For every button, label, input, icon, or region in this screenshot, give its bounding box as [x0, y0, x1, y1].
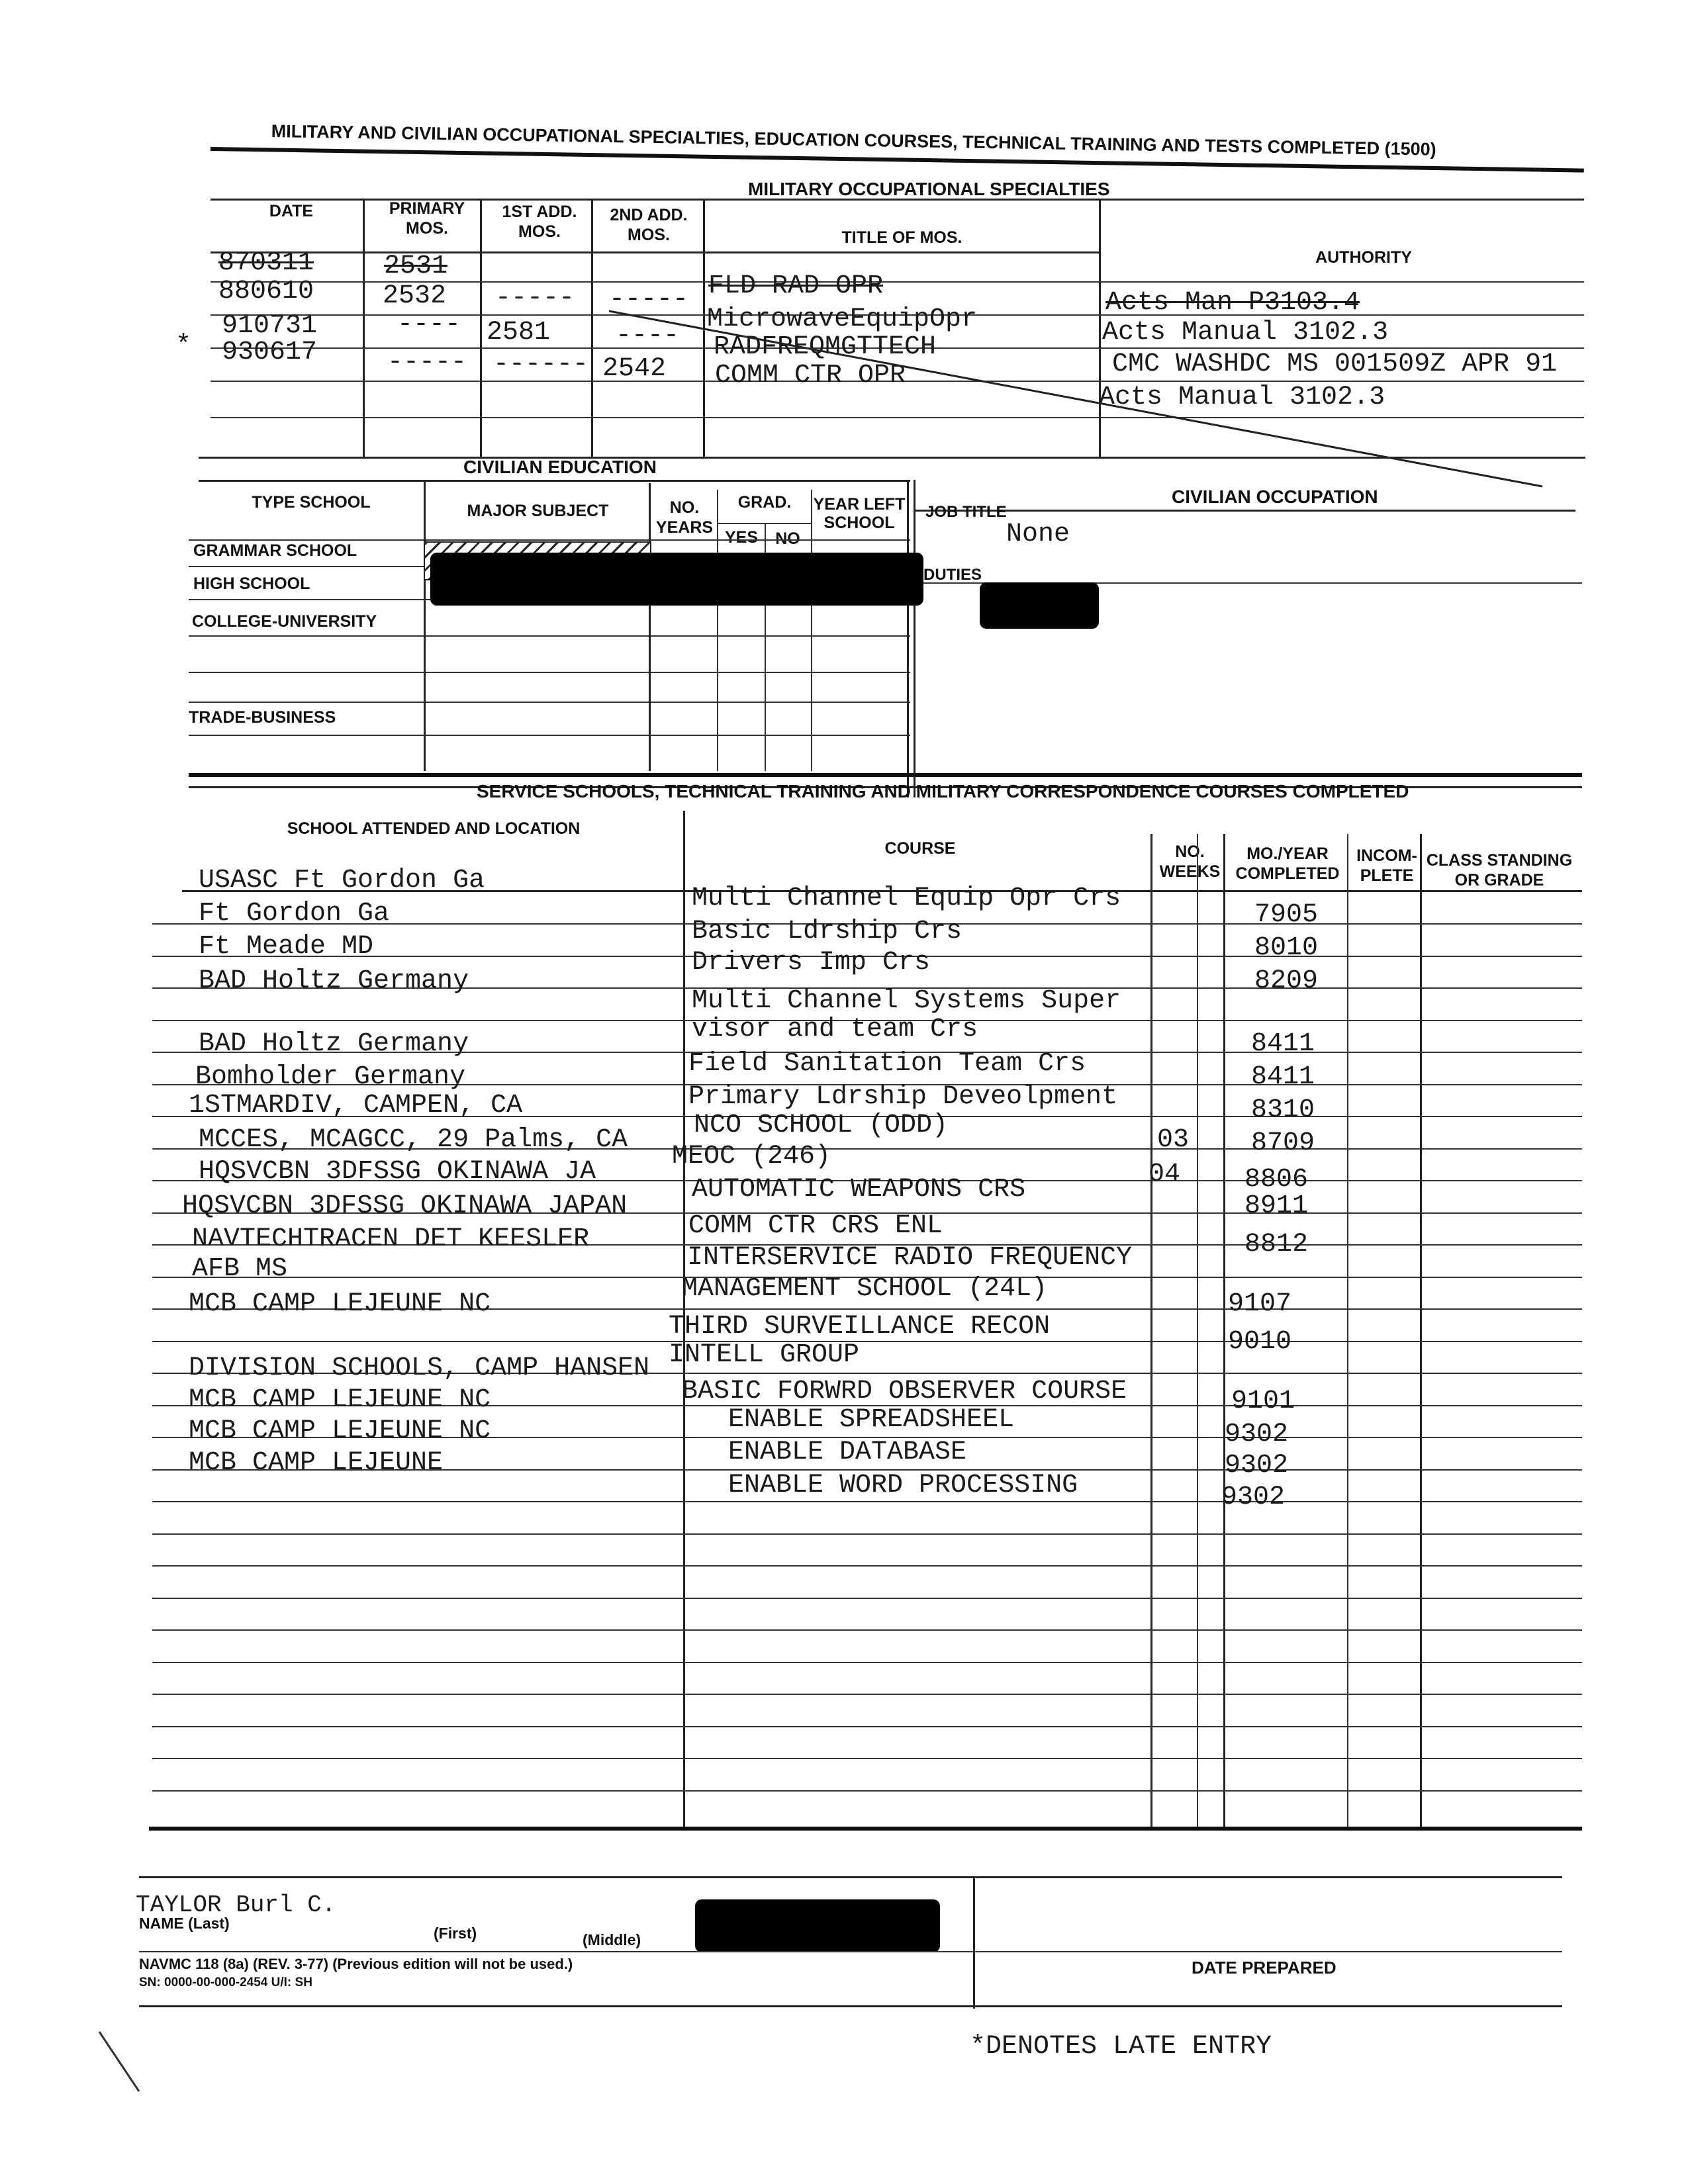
- table-row-line: [152, 1694, 1582, 1695]
- school-completed: 9010: [1228, 1327, 1292, 1357]
- schools-header-class-standing: CLASS STANDING OR GRADE: [1426, 851, 1573, 889]
- school-completed: 8310: [1251, 1095, 1315, 1125]
- school-course: visor and team Crs: [692, 1015, 978, 1044]
- mos-row-authority: Acts Man P3103.4: [1105, 288, 1360, 318]
- schools-header-course: COURSE: [884, 839, 956, 858]
- mos-row-date: 910731: [222, 311, 318, 341]
- school-completed: 9302: [1221, 1482, 1286, 1512]
- mos-row-primary: 2531: [384, 251, 448, 281]
- duties-label: DUTIES: [923, 566, 982, 584]
- school-completed: 8709: [1251, 1128, 1315, 1158]
- school-name: MCB CAMP LEJEUNE: [189, 1448, 444, 1478]
- mos-row-title: COMM CTR OPR: [715, 361, 906, 390]
- school-name: HQSVCBN 3DFSSG OKINAWA JA: [199, 1157, 596, 1187]
- school-completed: 8411: [1251, 1062, 1315, 1092]
- job-title-value: None: [1006, 520, 1070, 549]
- school-course: ENABLE DATABASE: [728, 1437, 967, 1467]
- school-name: MCB CAMP LEJEUNE NC: [189, 1385, 491, 1415]
- school-name: Bomholder Germany: [195, 1062, 466, 1092]
- civ-header-major-subject: MAJOR SUBJECT: [467, 502, 609, 520]
- redaction-block: [430, 553, 923, 606]
- table-row-line: [152, 1629, 1582, 1631]
- schools-header-weeks: NO. WEEKS: [1159, 842, 1221, 881]
- school-name: BAD Holtz Germany: [199, 1029, 469, 1059]
- table-row-line: [152, 1598, 1582, 1599]
- mos-row-title: RADFREQMGTTECH: [714, 332, 937, 362]
- mos-row-date: 870311: [218, 248, 314, 278]
- stray-mark: [93, 2025, 159, 2105]
- schools-header-incomplete: INCOM- PLETE: [1356, 846, 1417, 885]
- school-course: MEOC (246): [672, 1142, 831, 1171]
- civ-header-type-school: TYPE SCHOOL: [252, 493, 371, 512]
- civ-type-grammar: GRAMMAR SCHOOL: [193, 541, 357, 560]
- mos-header-title: TITLE OF MOS.: [841, 228, 962, 247]
- mos-row-title: FLD RAD OPR: [708, 271, 884, 301]
- diagonal-strike-mark: [0, 0, 1688, 529]
- mos-header-date: DATE: [269, 202, 314, 220]
- stock-number: SN: 0000-00-000-2454 U/I: SH: [139, 1976, 312, 1989]
- school-completed: 9101: [1231, 1387, 1295, 1416]
- civ-type-trade: TRADE-BUSINESS: [189, 708, 336, 727]
- mos-row-authority: Acts Manual 3102.3: [1102, 318, 1389, 347]
- table-row-line: [152, 1790, 1582, 1792]
- school-completed: 8812: [1244, 1230, 1309, 1259]
- school-name: HQSVCBN 3DFSSG OKINAWA JAPAN: [182, 1191, 628, 1221]
- table-row-line: [152, 1726, 1582, 1727]
- school-course: INTERSERVICE RADIO FREQUENCY: [687, 1243, 1133, 1273]
- school-name: MCB CAMP LEJEUNE NC: [189, 1416, 491, 1446]
- civ-header-yes: YES: [724, 528, 759, 547]
- name-first-label: (First): [434, 1925, 477, 1942]
- form-title: MILITARY AND CIVILIAN OCCUPATIONAL SPECIALTIES, EDUCATION COURSES, TECHNICAL TRAINING AND TESTS COMPLETED (1500): [271, 121, 1436, 159]
- name-middle-label: (Middle): [583, 1931, 641, 1948]
- school-name: Ft Gordon Ga: [199, 899, 390, 929]
- school-name: Ft Meade MD: [199, 932, 374, 962]
- school-course: Primary Ldrship Deveolpment: [688, 1082, 1118, 1112]
- school-name: DIVISION SCHOOLS, CAMP HANSEN: [189, 1353, 650, 1383]
- mos-row-date: 880610: [218, 277, 314, 306]
- mos-row-primary: 2532: [383, 281, 447, 311]
- mos-header-primary: PRIMARY MOS.: [389, 199, 465, 238]
- school-name: BAD Holtz Germany: [199, 966, 469, 996]
- form-number: NAVMC 118 (8a) (REV. 3-77) (Previous edition will not be used.): [139, 1956, 573, 1972]
- table-row-line: [152, 1533, 1582, 1535]
- date-prepared-label: DATE PREPARED: [1192, 1958, 1336, 1978]
- school-completed: 9302: [1225, 1420, 1289, 1449]
- mos-row-title: MicrowaveEquipOpr: [707, 304, 978, 334]
- mos-row-second-add: 2542: [602, 354, 667, 384]
- school-name: NAVTECHTRACEN DET KEESLER: [192, 1224, 590, 1254]
- school-completed: 7905: [1254, 900, 1319, 930]
- name-value: TAYLOR Burl C.: [136, 1891, 336, 1919]
- schools-header-completed: MO./YEAR COMPLETED: [1235, 844, 1340, 883]
- table-row-line: [152, 1758, 1582, 1759]
- mos-row-primary: -----: [387, 347, 467, 377]
- late-entry-marker: *: [175, 331, 192, 361]
- school-course: COMM CTR CRS ENL: [688, 1211, 943, 1241]
- mos-row-first-add: ------: [493, 349, 589, 379]
- late-entry-note: *DENOTES LATE ENTRY: [970, 2032, 1272, 2062]
- school-course: ENABLE WORD PROCESSING: [728, 1471, 1078, 1500]
- redaction-block: [695, 1899, 940, 1952]
- mos-row-first-add: 2581: [487, 318, 551, 347]
- school-name: AFB MS: [192, 1254, 288, 1284]
- school-weeks: 04: [1149, 1160, 1181, 1189]
- table-row-line: [152, 1565, 1582, 1567]
- school-course: Basic Ldrship Crs: [692, 917, 962, 946]
- school-course: INTELL GROUP: [669, 1340, 860, 1370]
- school-course: NCO SCHOOL (ODD): [694, 1111, 949, 1140]
- schools-section-title: SERVICE SCHOOLS, TECHNICAL TRAINING AND MILITARY CORRESPONDENCE COURSES COMPLETED: [477, 781, 1409, 801]
- job-title-label: JOB TITLE: [925, 503, 1007, 521]
- mos-row-primary: ----: [397, 310, 461, 340]
- school-name: USASC Ft Gordon Ga: [199, 866, 485, 895]
- school-course: AUTOMATIC WEAPONS CRS: [692, 1175, 1026, 1205]
- school-course: MANAGEMENT SCHOOL (24L): [682, 1274, 1048, 1304]
- school-completed: 9107: [1228, 1289, 1292, 1319]
- name-last-label: NAME (Last): [139, 1915, 230, 1932]
- mos-section-title: MILITARY OCCUPATIONAL SPECIALTIES: [748, 179, 1110, 199]
- school-name: MCCES, MCAGCC, 29 Palms, CA: [199, 1125, 628, 1155]
- table-row-line: [152, 1662, 1582, 1663]
- civ-header-year-left: YEAR LEFT SCHOOL: [813, 495, 906, 532]
- civ-education-title: CIVILIAN EDUCATION: [463, 457, 657, 477]
- table-row-line: [152, 1501, 1582, 1502]
- school-completed: 8806: [1244, 1165, 1309, 1195]
- civ-occupation-title: CIVILIAN OCCUPATION: [1172, 486, 1378, 507]
- school-name: 1STMARDIV, CAMPEN, CA: [189, 1091, 523, 1120]
- school-completed: 8010: [1254, 933, 1319, 963]
- mos-row-date: 930617: [222, 338, 318, 367]
- redaction-block: [980, 582, 1099, 629]
- school-weeks: 03: [1157, 1125, 1190, 1155]
- school-course: BASIC FORWRD OBSERVER COURSE: [682, 1377, 1127, 1406]
- mos-header-authority: AUTHORITY: [1315, 248, 1412, 267]
- school-course: Multi Channel Systems Super: [692, 986, 1121, 1016]
- civ-type-high: HIGH SCHOOL: [193, 574, 310, 593]
- mos-row-second-add: ----: [616, 321, 680, 351]
- civ-header-no-years: NO. YEARS: [655, 498, 714, 537]
- school-course: Drivers Imp Crs: [692, 948, 931, 978]
- school-course: Multi Channel Equip Opr Crs: [692, 884, 1121, 913]
- mos-row-authority: Acts Manual 3102.3: [1099, 383, 1385, 412]
- school-course: ENABLE SPREADSHEEL: [728, 1405, 1015, 1435]
- civ-type-college: COLLEGE-UNIVERSITY: [192, 612, 377, 631]
- school-completed: 9302: [1225, 1451, 1289, 1480]
- mos-header-first-add: 1ST ADD. MOS.: [502, 203, 577, 241]
- school-completed: 8911: [1244, 1191, 1309, 1221]
- school-course: THIRD SURVEILLANCE RECON: [669, 1312, 1051, 1342]
- schools-header-school: SCHOOL ATTENDED AND LOCATION: [287, 819, 581, 838]
- mos-header-second-add: 2ND ADD. MOS.: [610, 206, 688, 244]
- school-course: Field Sanitation Team Crs: [688, 1049, 1086, 1079]
- mos-row-first-add: -----: [495, 283, 575, 313]
- school-name: MCB CAMP LEJEUNE NC: [189, 1289, 491, 1319]
- school-completed: 8209: [1254, 966, 1319, 996]
- civ-header-no: NO: [775, 529, 800, 548]
- mos-row-authority: CMC WASHDC MS 001509Z APR 91: [1112, 349, 1558, 379]
- mos-row-second-add: -----: [609, 285, 689, 314]
- school-completed: 8411: [1251, 1029, 1315, 1059]
- civ-header-grad: GRAD.: [737, 493, 792, 512]
